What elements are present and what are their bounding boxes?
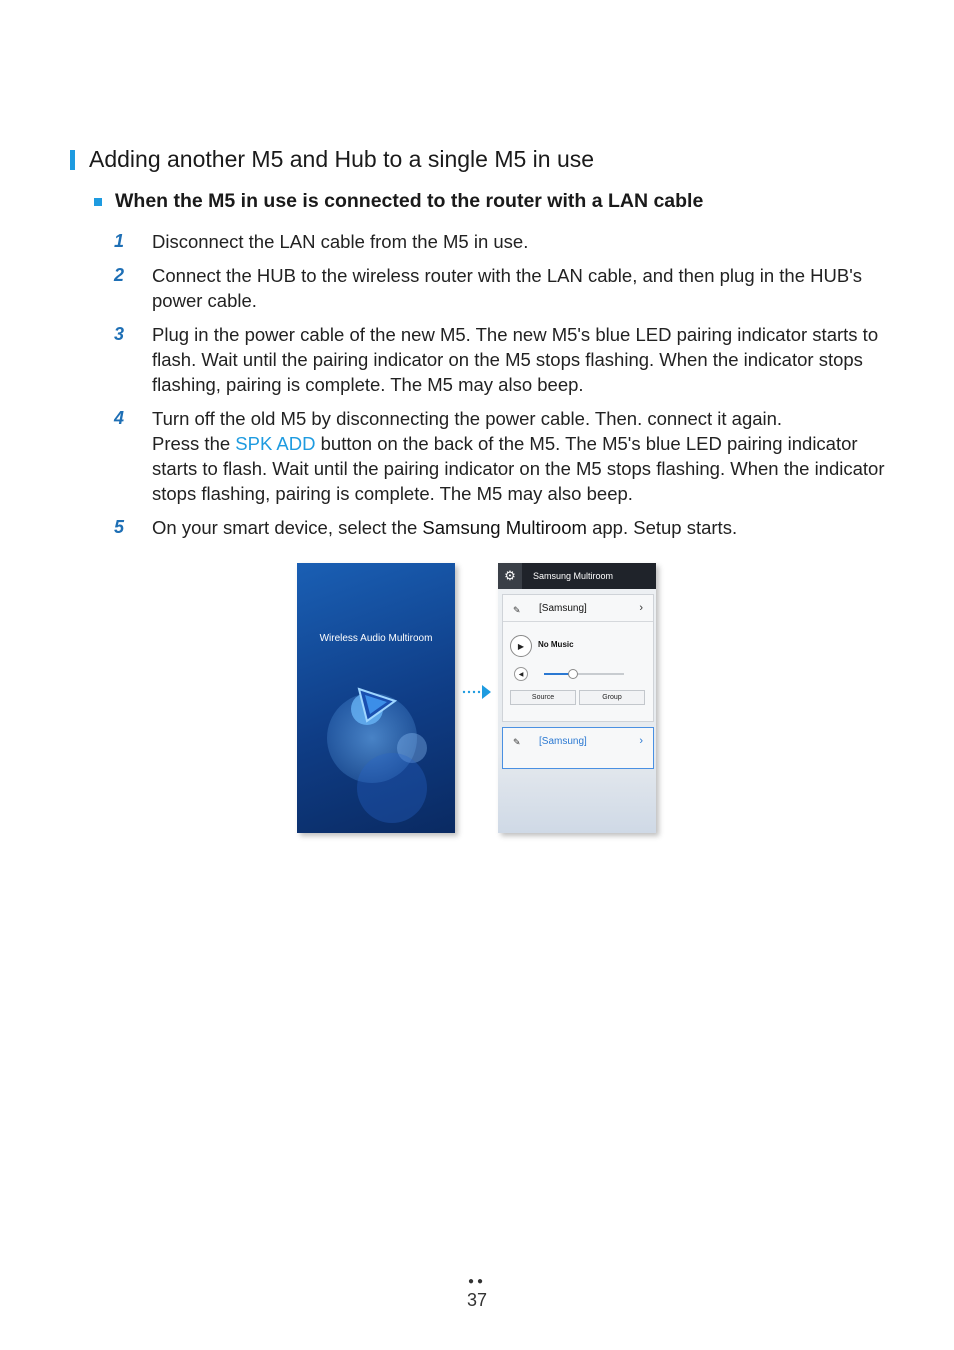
- step-4: [114, 406, 894, 506]
- step-line: [152, 431, 894, 506]
- step-number: 1: [114, 231, 125, 251]
- subsection-title-text: When the M5 in use is connected to the router with a LAN cable: [115, 190, 704, 212]
- page-dots: ●●: [467, 1276, 487, 1287]
- app-screen: [498, 563, 656, 833]
- subsection-title: [94, 190, 703, 213]
- splash-screen: [297, 563, 455, 833]
- app-header: [498, 563, 656, 589]
- group-button[interactable]: Group: [579, 690, 645, 705]
- section-bar: [70, 150, 75, 170]
- play-icon[interactable]: ▶: [510, 635, 532, 657]
- step-text: [152, 406, 894, 506]
- step-text-part: app. Setup starts.: [586, 517, 738, 538]
- chevron-right-icon[interactable]: ›: [639, 735, 643, 747]
- next-arrow-icon: [462, 684, 492, 700]
- edit-icon[interactable]: ✎: [513, 737, 521, 747]
- edit-icon[interactable]: ✎: [513, 605, 521, 615]
- app-title: Samsung Multiroom: [533, 571, 614, 581]
- step-text: Plug in the power cable of the new M5. The new M5's blue LED pairing indicator starts to flash. Wait until the pairing indicator on the M5 stops flashing. When the indicator stops flashing, pairing is complete. The M5 may also beep.: [152, 324, 879, 395]
- multiroom-logo-icon: [345, 671, 405, 731]
- step-1: [114, 229, 894, 254]
- step-text: Disconnect the LAN cable from the M5 in use.: [152, 231, 529, 252]
- section-title-text: Adding another M5 and Hub to a single M5 in use: [89, 146, 595, 172]
- source-button[interactable]: Source: [510, 690, 576, 705]
- steps-list: [114, 229, 894, 549]
- app-name: Samsung Multiroom: [422, 517, 587, 538]
- page-number: 37: [466, 1290, 488, 1310]
- spk-add-button-label: SPK ADD: [235, 433, 316, 454]
- square-bullet-icon: [94, 198, 102, 206]
- now-playing: No Music: [538, 640, 574, 649]
- section-title: [70, 146, 594, 173]
- step-number: 4: [114, 408, 125, 428]
- speaker-name: [Samsung]: [539, 603, 587, 614]
- gear-icon[interactable]: ⚙: [498, 563, 522, 589]
- step-number: 2: [114, 265, 125, 285]
- divider: [503, 621, 653, 622]
- volume-icon[interactable]: ◀: [514, 667, 528, 681]
- step-text-part: On your smart device, select the: [152, 517, 423, 538]
- volume-knob[interactable]: [568, 669, 578, 679]
- splash-title: Wireless Audio Multiroom: [319, 633, 433, 644]
- chevron-right-icon[interactable]: ›: [639, 602, 643, 614]
- step-number: 3: [114, 324, 125, 344]
- step-text-part: Press the: [152, 433, 236, 454]
- step-5: [114, 515, 894, 540]
- step-2: [114, 263, 894, 313]
- speaker-card-selected[interactable]: [502, 727, 654, 769]
- bokeh-circle: [357, 753, 427, 823]
- step-line: Turn off the old M5 by disconnecting the power cable. Then. connect it again.: [152, 408, 783, 429]
- speaker-name: [Samsung]: [539, 736, 587, 747]
- step-number: 5: [114, 517, 125, 537]
- volume-slider[interactable]: [544, 673, 624, 675]
- step-text: Connect the HUB to the wireless router with the LAN cable, and then plug in the HUB's power cable.: [152, 265, 862, 311]
- step-text: [152, 515, 737, 540]
- step-text-part: button on the back of the M5. The M5's blue LED pairing indicator starts to flash. Wait until the pairing indicator on the M5 stops flashing. When the indicator stops flashing, pairing is complete. The M5 may also beep.: [152, 433, 885, 504]
- step-3: [114, 322, 894, 397]
